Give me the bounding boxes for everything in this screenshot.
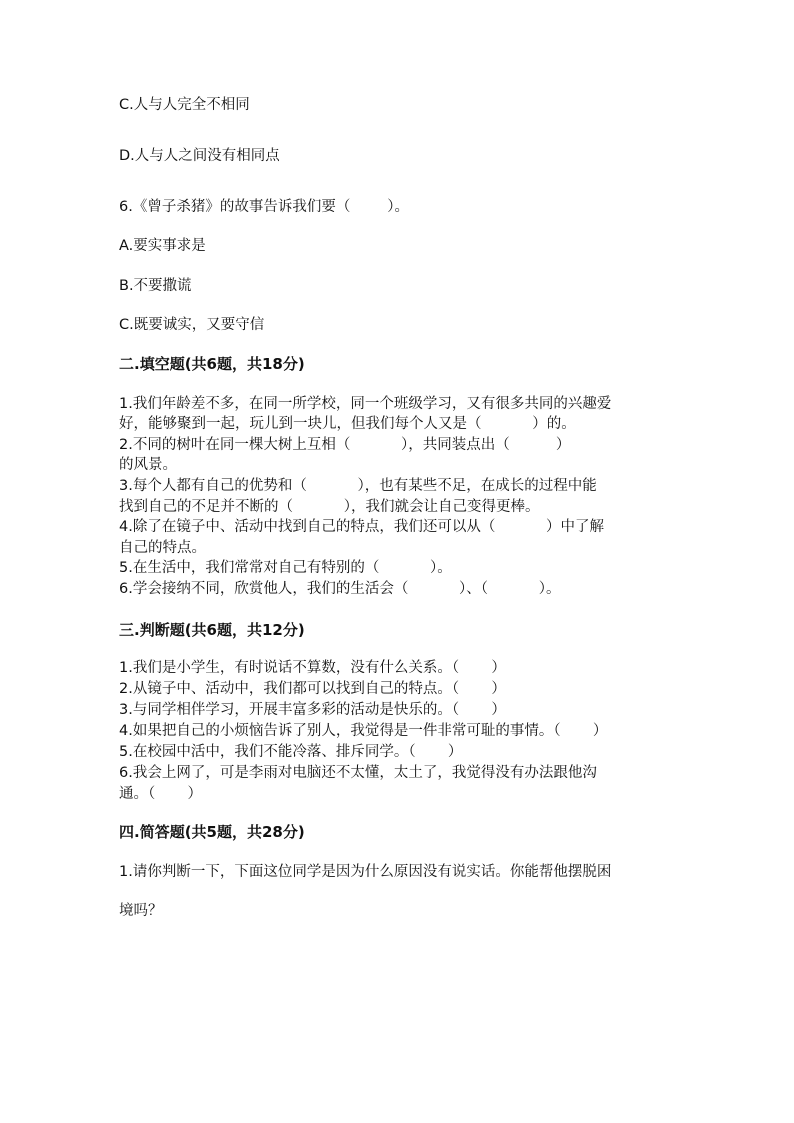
fill-blank-line: 4.除了在镜子中、活动中找到自己的特点，我们还可以从（ ）中了解 — [119, 519, 605, 535]
question-6-stem: 6.《曾子杀猪》的故事告诉我们要（ ）。 — [119, 199, 409, 215]
true-false-line: 通。（ ） — [119, 786, 203, 802]
true-false-line: 4.如果把自己的小烦恼告诉了别人，我觉得是一件非常可耻的事情。（ ） — [119, 723, 608, 739]
fill-blank-line: 2.不同的树叶在同一棵大树上互相（ ），共同装点出（ ） — [119, 437, 571, 453]
question-6-option-b: B.不要撒谎 — [119, 278, 192, 294]
question-6-option-a: A.要实事求是 — [119, 238, 206, 254]
short-answer-line: 境吗？ — [119, 903, 163, 919]
true-false-line: 1.我们是小学生，有时说话不算数，没有什么关系。（ ） — [119, 660, 506, 676]
true-false-line: 6.我会上网了，可是李雨对电脑还不太懂，太土了，我觉得没有办法跟他沟 — [119, 765, 597, 781]
fill-blank-line: 3.每个人都有自己的优势和（ ），也有某些不足，在成长的过程中能 — [119, 478, 597, 494]
fill-blank-line: 1.我们年龄差不多，在同一所学校，同一个班级学习，又有很多共同的兴趣爱 — [119, 396, 612, 412]
true-false-line: 5.在校园中活中，我们不能冷落、排斥同学。（ ） — [119, 744, 463, 760]
question-6-option-c: C.既要诚实，又要守信 — [119, 317, 265, 333]
fill-blank-line: 找到自己的不足并不断的（ ），我们就会让自己变得更棒。 — [119, 499, 540, 515]
short-answer-line: 1.请你判断一下，下面这位同学是因为什么原因没有说实话。你能帮他摆脱困 — [119, 864, 612, 880]
fill-blank-line: 6.学会接纳不同，欣赏他人，我们的生活会（ ）、（ ）。 — [119, 581, 561, 597]
section-heading-fill-blank: 二.填空题(共6题，共18分) — [119, 355, 305, 373]
option-d-prev: D.人与人之间没有相同点 — [119, 148, 280, 164]
fill-blank-line: 的风景。 — [119, 457, 177, 473]
section-heading-true-false: 三.判断题(共6题，共12分) — [119, 621, 305, 639]
option-c-prev: C.人与人完全不相同 — [119, 97, 250, 113]
true-false-line: 3.与同学相伴学习，开展丰富多彩的活动是快乐的。（ ） — [119, 702, 506, 718]
true-false-line: 2.从镜子中、活动中，我们都可以找到自己的特点。（ ） — [119, 681, 506, 697]
fill-blank-line: 自己的特点。 — [119, 540, 206, 556]
section-heading-short-answer: 四.简答题(共5题，共28分) — [119, 823, 305, 841]
fill-blank-line: 5.在生活中，我们常常对自己有特别的（ ）。 — [119, 560, 452, 576]
fill-blank-line: 好，能够聚到一起，玩儿到一块儿，但我们每个人又是（ ）的。 — [119, 416, 576, 432]
